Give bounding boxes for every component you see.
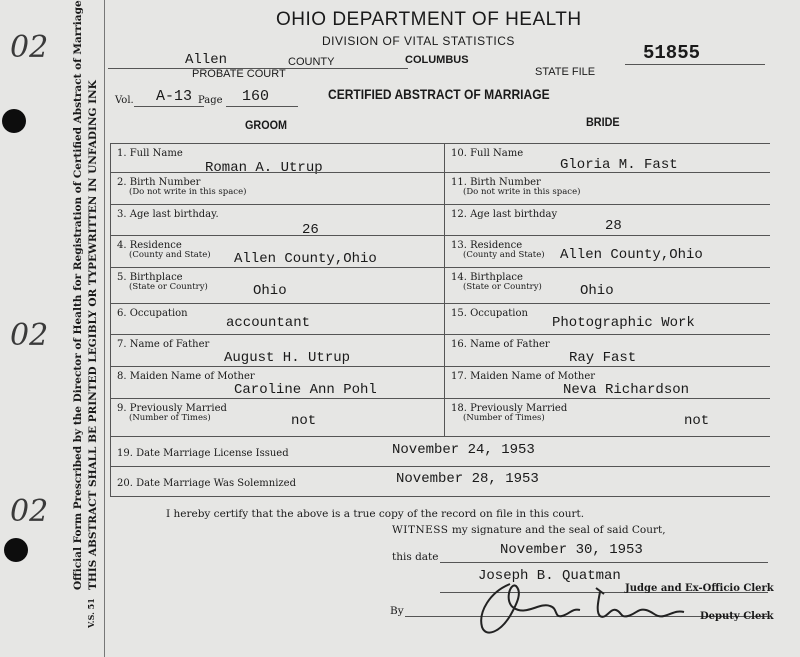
bride-field-label: 18. Previously Married (451, 403, 568, 414)
groom-field-label: 1. Full Name (117, 148, 183, 159)
dates-bottom-rule (110, 496, 770, 497)
groom-field-value: Caroline Ann Pohl (234, 382, 377, 398)
groom-field-label: 3. Age last birthday. (117, 209, 219, 220)
table-bottom-rule (110, 436, 770, 437)
bride-field-sublabel: (State or Country) (463, 282, 542, 292)
witness-text: my signature and the seal of said Court, (451, 524, 666, 536)
witness-line (392, 524, 666, 536)
bride-field-label: 13. Residence (451, 240, 523, 251)
division-title: DIVISION OF VITAL STATISTICS (322, 34, 515, 48)
county-label: COUNTY (288, 56, 335, 68)
signature-mark (470, 572, 710, 642)
table-left-rule (110, 143, 111, 436)
groom-field-value: 26 (302, 222, 319, 238)
handwritten-annotation: 02 (10, 318, 49, 353)
groom-field-label: 5. Birthplace (117, 272, 183, 283)
witness-word: WITNESS (392, 524, 449, 536)
row-rule (444, 143, 770, 144)
license-date-value: November 24, 1953 (392, 442, 535, 458)
handwritten-annotation: 02 (10, 30, 49, 65)
table-center-rule (444, 143, 445, 436)
bride-field-sublabel: (Do not write in this space) (463, 187, 581, 197)
state-file-label: STATE FILE (535, 66, 596, 78)
margin-ink-note: THIS ABSTRACT SHALL BE PRINTED LEGIBLY OR TYPEWRITTEN IN UNFADING INK (87, 80, 99, 590)
bride-field-label: 15. Occupation (451, 308, 528, 319)
row-rule (110, 267, 444, 268)
page-line (226, 106, 298, 107)
state-file-number: 51855 (643, 42, 701, 64)
groom-field-sublabel: (County and State) (129, 250, 211, 260)
form-code: V.S. 51 (86, 598, 96, 628)
row-rule (444, 204, 770, 205)
groom-field-label: 7. Name of Father (117, 339, 210, 350)
groom-field-value: not (291, 413, 317, 429)
row-rule (110, 204, 444, 205)
row-rule (110, 143, 444, 144)
certification-date-value: November 30, 1953 (500, 542, 643, 558)
row-rule (444, 398, 770, 399)
solemnized-date-value: November 28, 1953 (396, 471, 539, 487)
groom-field-label: 8. Maiden Name of Mother (117, 371, 255, 382)
license-date-label: 19. Date Marriage License Issued (117, 448, 289, 459)
bride-field-value: Gloria M. Fast (560, 157, 678, 173)
row-rule (110, 334, 444, 335)
date-line (440, 562, 768, 563)
bride-field-value: Neva Richardson (563, 382, 690, 398)
groom-field-value: August H. Utrup (224, 350, 351, 366)
punch-hole (2, 109, 26, 133)
vol-line (134, 106, 204, 107)
vol-value: A-13 (156, 88, 193, 105)
groom-field-sublabel: (Do not write in this space) (129, 187, 247, 197)
bride-field-value: Photographic Work (552, 315, 695, 331)
bride-field-label: 17. Maiden Name of Mother (451, 371, 596, 382)
row-rule (444, 172, 770, 173)
bride-field-label: 12. Age last birthday (451, 209, 558, 220)
row-rule (444, 366, 770, 367)
page-value: 160 (242, 88, 270, 105)
row-rule (444, 334, 770, 335)
groom-field-label: 9. Previously Married (117, 403, 227, 414)
bride-field-value: not (684, 413, 710, 429)
groom-field-sublabel: (State or Country) (129, 282, 208, 292)
bride-field-value: 28 (605, 218, 622, 234)
bride-heading: BRIDE (586, 115, 620, 129)
bride-field-sublabel: (County and State) (463, 250, 545, 260)
solemnized-date-label: 20. Date Marriage Was Solemnized (117, 478, 296, 489)
date-label: this date (392, 551, 439, 563)
dates-divider (110, 466, 770, 467)
court-label: PROBATE COURT (192, 68, 286, 80)
department-title: OHIO DEPARTMENT OF HEALTH (276, 9, 582, 30)
row-rule (444, 303, 770, 304)
groom-field-label: 2. Birth Number (117, 177, 201, 188)
deputy-clerk-label: Deputy Clerk (700, 611, 774, 622)
bride-field-sublabel: (Number of Times) (463, 413, 545, 423)
state-file-line (625, 64, 765, 65)
clerk-title: Judge and Ex-Officio Clerk (625, 583, 774, 594)
groom-heading: GROOM (245, 118, 288, 132)
groom-field-label: 4. Residence (117, 240, 182, 251)
document-title: CERTIFIED ABSTRACT OF MARRIAGE (328, 86, 550, 102)
bride-field-value: Ray Fast (569, 350, 637, 366)
city-label: COLUMBUS (405, 54, 469, 66)
row-rule (110, 172, 444, 173)
row-rule (444, 235, 770, 236)
groom-field-value: accountant (226, 315, 311, 331)
bride-field-value: Allen County,Ohio (560, 247, 703, 263)
groom-field-value: Ohio (253, 283, 287, 299)
groom-field-sublabel: (Number of Times) (129, 413, 211, 423)
bride-field-label: 11. Birth Number (451, 177, 541, 188)
margin-rule (104, 0, 105, 657)
vol-label: Vol. (115, 95, 134, 106)
by-label: By (390, 605, 404, 617)
county-value: Allen (185, 52, 228, 68)
punch-hole (4, 538, 28, 562)
row-rule (110, 398, 444, 399)
groom-field-label: 6. Occupation (117, 308, 188, 319)
groom-field-value: Allen County,Ohio (234, 251, 377, 267)
clerk-name: Joseph B. Quatman (478, 568, 621, 584)
bride-field-label: 10. Full Name (451, 148, 524, 159)
handwritten-annotation: 02 (10, 494, 49, 529)
row-rule (444, 267, 770, 268)
row-rule (110, 366, 444, 367)
bride-field-label: 16. Name of Father (451, 339, 550, 350)
certification-statement: I hereby certify that the above is a true copy of the record on file in this court. (166, 508, 585, 520)
bride-field-value: Ohio (580, 283, 614, 299)
row-rule (110, 235, 444, 236)
page-label: Page (198, 95, 223, 106)
bride-field-label: 14. Birthplace (451, 272, 523, 283)
margin-form-note: Official Form Prescribed by the Director of Health for Registration of Certified Abstract of Marriage (72, 0, 84, 590)
groom-field-value: Roman A. Utrup (205, 160, 323, 176)
row-rule (110, 303, 444, 304)
